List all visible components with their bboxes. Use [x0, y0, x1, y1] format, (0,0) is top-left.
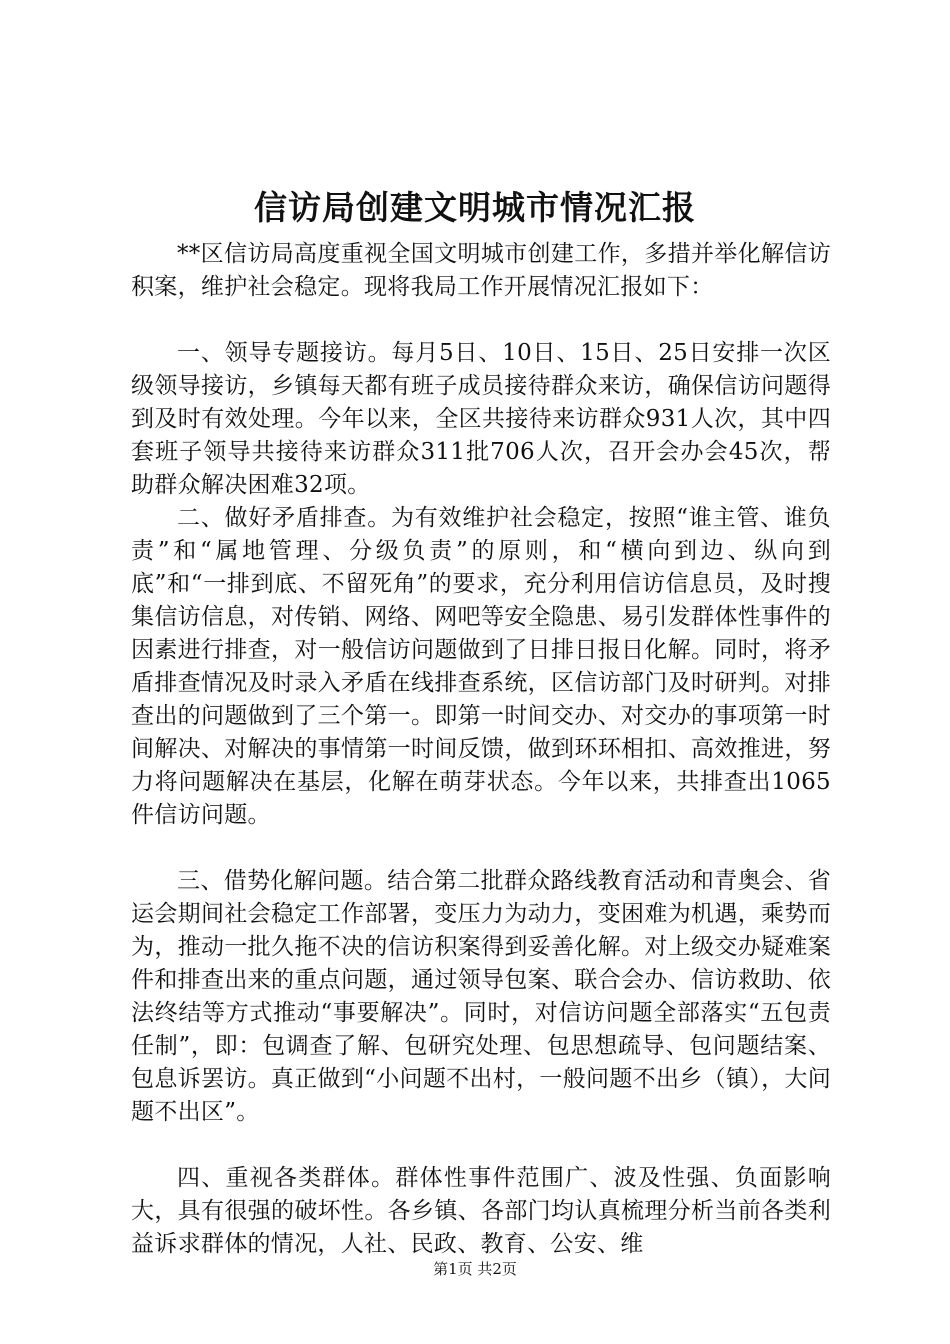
- intro-paragraph: **区信访局高度重视全国文明城市创建工作，多措并举化解信访积案，维护社会稳定。现将我局工作开展情况汇报如下：: [131, 241, 831, 300]
- section-1-paragraph: 一、领导专题接访。每月5日、10日、15日、25日安排一次区级领导接访，乡镇每天都有班子成员接待群众来访，确保信访问题得到及时有效处理。今年以来，全区共接待来访群众931人次，其中四套班子领导共接待来访群众311批706人次，召开会办会45次，帮助群众解决困难32项。: [131, 340, 831, 498]
- document-title: 信访局创建文明城市情况汇报: [254, 188, 696, 227]
- page-footer: 第1页 共2页: [433, 1260, 517, 1278]
- paragraph-spacer: [131, 832, 831, 865]
- document-body: [131, 238, 831, 1261]
- paragraph-spacer: [131, 304, 831, 337]
- section-4-paragraph: 四、重视各类群体。群体性事件范围广、波及性强、负面影响大，具有很强的破坏性。各乡镇、各部门均认真梳理分析当前各类利益诉求群体的情况，人社、民政、教育、公安、维: [131, 1165, 831, 1257]
- section-2-paragraph: 二、做好矛盾排查。为有效维护社会稳定，按照“谁主管、谁负责”和“属地管理、分级负责”的原则，和“横向到边、纵向到底”和“一排到底、不留死角”的要求，充分利用信访信息员，及时搜集信访信息，对传销、网络、网吧等安全隐患、易引发群体性事件的因素进行排查，对一般信访问题做到了日排日报日化解。同时，将矛盾排查情况及时录入矛盾在线排查系统，区信访部门及时研判。对排查出的问题做到了三个第一。即第一时间交办、对交办的事项第一时间解决、对解决的事情第一时间反馈，做到环环相扣、高效推进，努力将问题解决在基层，化解在萌芽状态。今年以来，共排查出1065件信访问题。: [131, 505, 831, 828]
- section-3-paragraph: 三、借势化解问题。结合第二批群众路线教育活动和青奥会、省运会期间社会稳定工作部署，变压力为动力，变困难为机遇，乘势而为，推动一批久拖不决的信访积案得到妥善化解。对上级交办疑难案件和排查出来的重点问题，通过领导包案、联合会办、信访救助、依法终结等方式推动“事要解决”。同时，对信访问题全部落实“五包责任制”，即：包调查了解、包研究处理、包思想疏导、包问题结案、包息诉罢访。真正做到“小问题不出村，一般问题不出乡（镇），大问题不出区”。: [131, 868, 831, 1125]
- paragraph-spacer: [131, 1129, 831, 1162]
